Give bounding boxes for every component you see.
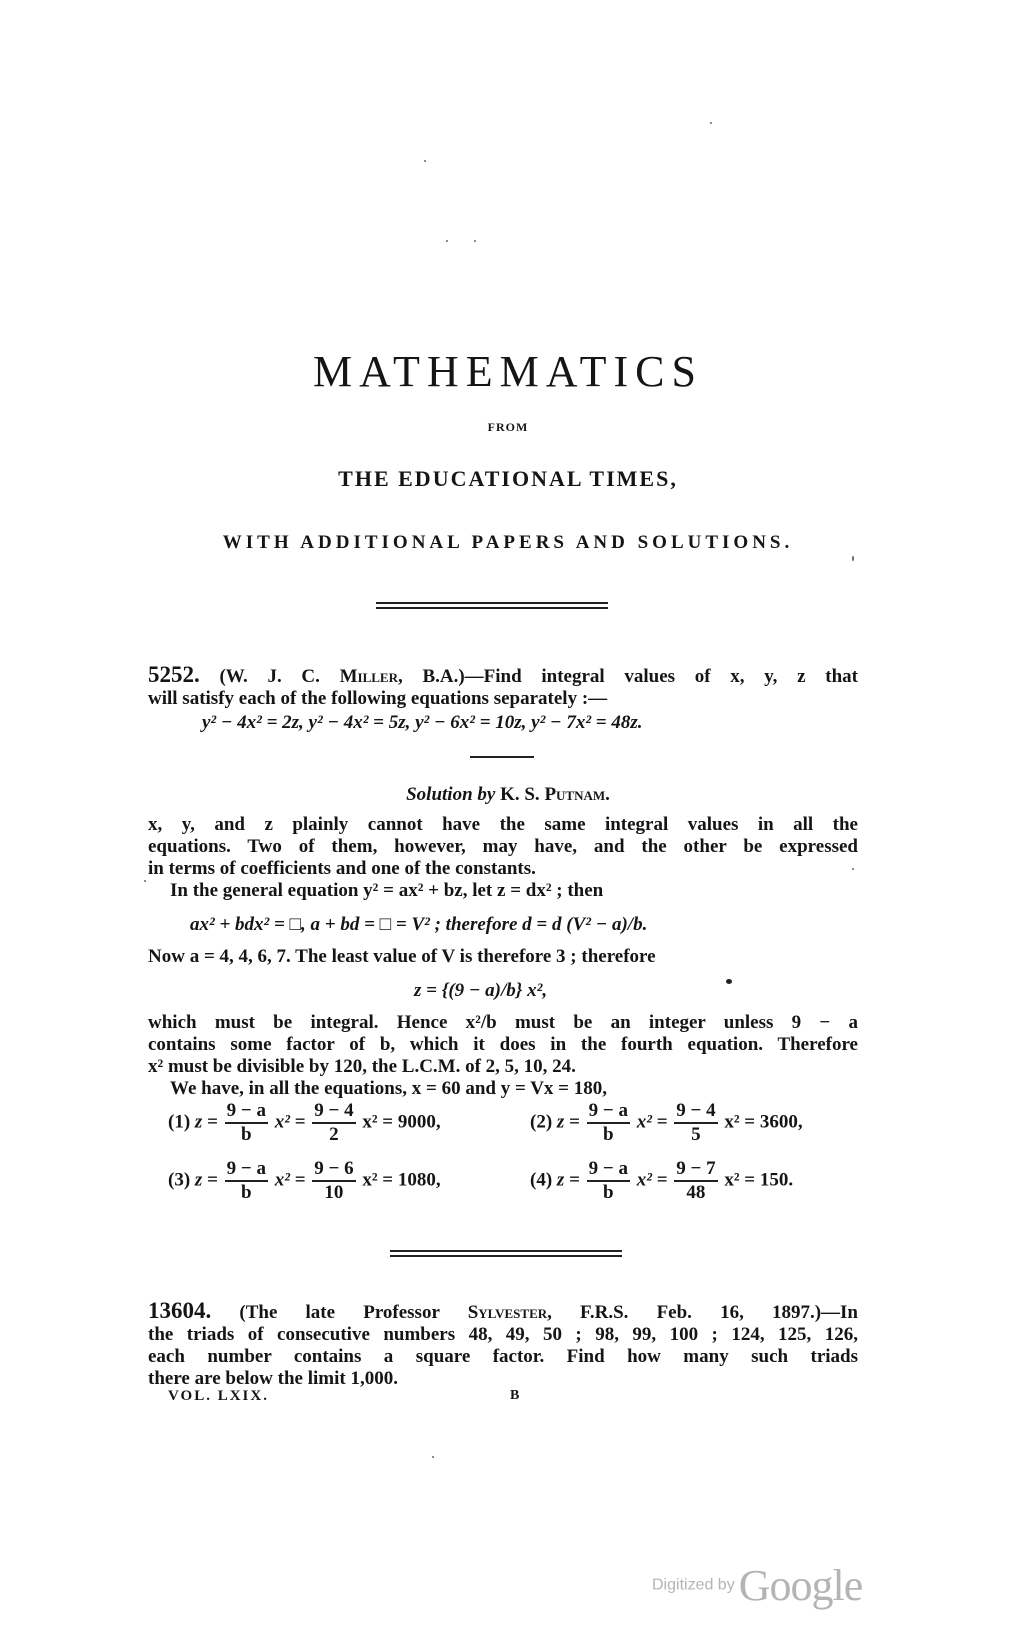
problem-line: each number contains a square factor. Find how many such triads (148, 1346, 858, 1367)
page-title: MATHEMATICS (313, 347, 703, 396)
fraction (225, 1158, 268, 1204)
denominator: 5 (691, 1124, 701, 1145)
numerator: 9 − 6 (312, 1158, 355, 1182)
solution-line: which must be integral. Hence x²/b must be an integer unless 9 − a (148, 1012, 858, 1033)
result-label: (2) (530, 1111, 553, 1133)
scan-speck (446, 240, 448, 242)
solution-line-5 (148, 946, 858, 968)
author-prefix: (The late Professor (239, 1302, 468, 1323)
solution-line: Now a = 4, 4, 6, 7. The least value of V is therefore 3 ; therefore (148, 946, 656, 967)
numerator: 9 − 4 (674, 1100, 717, 1124)
problem-number: 13604. (148, 1298, 212, 1323)
solution-line: In the general equation y² = ax² + bz, let z = dx² ; then (170, 880, 604, 901)
author-name: Miller (339, 666, 398, 687)
solution-line: equations. Two of them, however, may have, and the other be expressed (148, 836, 858, 857)
digitized-watermark (652, 1560, 862, 1611)
scan-speck (726, 979, 732, 984)
result-mid: x² = (274, 1111, 306, 1133)
denominator: 10 (324, 1182, 344, 1203)
denominator: b (603, 1182, 614, 1203)
problem-statement: —Find integral values of x, y, z that (464, 666, 858, 687)
numerator: 9 − a (225, 1100, 268, 1124)
result-rhs: x² = 9000, (362, 1111, 441, 1133)
solver-name: Putnam (544, 784, 606, 805)
result-mid: x² = (636, 1169, 668, 1191)
problem-13604 (148, 1300, 858, 1390)
fraction (312, 1100, 355, 1146)
fraction (674, 1100, 717, 1146)
numerator: 9 − 7 (674, 1158, 717, 1182)
solver-initials: K. S. (500, 784, 545, 805)
solution-line: x, y, and z plainly cannot have the same integral values in all the (148, 814, 858, 835)
author-name: Sylvester (467, 1302, 548, 1323)
solution-label: Solution by (406, 784, 496, 805)
volume-label: VOL. LXIX. (168, 1388, 269, 1404)
scan-speck (852, 556, 854, 561)
google-logo: Google (738, 1561, 863, 1610)
problem-5252-equations: y² − 4x² = 2z, y² − 4x² = 5z, y² − 6x² = 10z, y² − 7x² = 48z. (202, 712, 643, 733)
result-label: (1) (168, 1111, 191, 1133)
fraction (674, 1158, 717, 1204)
scan-speck (710, 122, 712, 124)
result-lhs: z = (194, 1169, 218, 1191)
numerator: 9 − a (225, 1158, 268, 1182)
result-label: (4) (530, 1169, 553, 1191)
scan-speck (432, 1456, 434, 1458)
result-equation-3 (168, 1158, 441, 1204)
fraction (587, 1100, 630, 1146)
double-rule (376, 602, 608, 609)
problem-line: the triads of consecutive numbers 48, 49, 50 ; 98, 99, 100 ; 124, 125, 126, (148, 1324, 858, 1345)
denominator: b (241, 1182, 252, 1203)
result-rhs: x² = 1080, (362, 1169, 441, 1191)
solution-heading (0, 784, 1016, 806)
solution-body-2 (148, 1012, 858, 1100)
numerator: 9 − a (587, 1158, 630, 1182)
scan-speck (144, 880, 146, 882)
author-suffix: , B.A.) (398, 666, 465, 687)
scan-speck (424, 160, 426, 162)
result-rhs: x² = 3600, (724, 1111, 803, 1133)
numerator: 9 − a (587, 1100, 630, 1124)
problem-5252 (148, 664, 858, 710)
solution-line: x² must be divisible by 120, the L.C.M. of 2, 5, 10, 24. (148, 1056, 576, 1077)
result-lhs: z = (556, 1169, 580, 1191)
solution-line: contains some factor of b, which it does in the fourth equation. Therefore (148, 1034, 858, 1055)
fraction (225, 1100, 268, 1146)
numerator: 9 − 4 (312, 1100, 355, 1124)
result-mid: x² = (636, 1111, 668, 1133)
problem-line: there are below the limit 1,000. (148, 1368, 398, 1389)
denominator: 48 (686, 1182, 706, 1203)
fraction (312, 1158, 355, 1204)
double-rule (390, 1250, 622, 1257)
scan-speck (474, 240, 476, 242)
result-equation-2 (530, 1100, 803, 1146)
problem-number: 5252. (148, 662, 200, 687)
result-equation-1 (168, 1100, 441, 1146)
result-lhs: z = (194, 1111, 218, 1133)
result-equation-4 (530, 1158, 793, 1204)
subtitle: WITH ADDITIONAL PAPERS AND SOLUTIONS. (222, 532, 794, 553)
result-label: (3) (168, 1169, 191, 1191)
problem-5252-line-1 (148, 664, 858, 688)
solution-line: in terms of coefficients and one of the constants. (148, 858, 536, 879)
solution-equation-2: z = {(9 − a)/b} x², (414, 980, 548, 1001)
denominator: 2 (329, 1124, 339, 1145)
problem-statement-line-2: will satisfy each of the following equations separately :— (148, 688, 608, 709)
denominator: b (603, 1124, 614, 1145)
problem-13604-line-1 (148, 1300, 858, 1324)
journal-name: THE EDUCATIONAL TIMES, (338, 466, 678, 491)
solution-body (148, 814, 858, 902)
denominator: b (241, 1124, 252, 1145)
author-suffix: , F.R.S. Feb. 16, 1897.)—In (547, 1302, 858, 1323)
result-rhs: x² = 150. (724, 1169, 794, 1191)
solver-end: . (605, 784, 610, 805)
solution-line: We have, in all the equations, x = 60 and y = Vx = 180, (170, 1078, 607, 1099)
fraction (587, 1158, 630, 1204)
solution-equation-1: ax² + bdx² = □, a + bd = □ = V² ; therefore d = d (V² − a)/b. (190, 914, 648, 935)
signature-mark: B (510, 1388, 520, 1403)
from-label: FROM (487, 420, 529, 434)
short-rule (470, 756, 534, 758)
digitized-label: Digitized by (652, 1576, 735, 1594)
result-mid: x² = (274, 1169, 306, 1191)
result-lhs: z = (556, 1111, 580, 1133)
author-prefix: (W. J. C. (219, 666, 340, 687)
